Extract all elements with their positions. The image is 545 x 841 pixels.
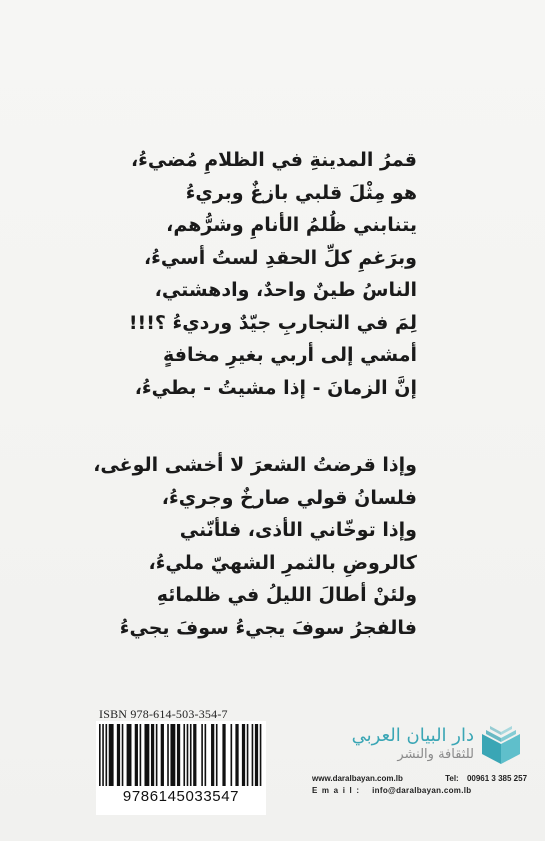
- barcode-bar: [151, 724, 154, 786]
- email-address: info@daralbayan.com.lb: [372, 786, 472, 795]
- poem-stanza-1: [77, 144, 417, 404]
- barcode-bar: [102, 724, 104, 786]
- publisher-email-line: [312, 786, 471, 795]
- verse-line: وإذا قرضتُ الشعرَ لا أخشى الوغى،: [93, 454, 417, 476]
- verse-line: قمرُ المدينةِ في الظلامِ مُضيءُ،: [130, 149, 417, 171]
- barcode-bar: [190, 724, 192, 786]
- verse-line: لِمَ في التجاربِ جيّدٌ ورديءُ ؟!!!: [128, 311, 417, 334]
- poem-stanza-2: [77, 449, 417, 644]
- barcode: [96, 721, 266, 815]
- open-book-logo-icon: [478, 724, 524, 768]
- barcode-bar: [144, 724, 149, 786]
- barcode-bar: [106, 724, 108, 786]
- barcode-bar: [252, 724, 254, 786]
- barcode-bar: [260, 724, 262, 786]
- barcode-bar: [247, 724, 249, 786]
- publisher-name: دار البيان العربي: [351, 725, 474, 746]
- barcode-bar: [135, 724, 138, 786]
- verse-line: وإذا توخّاني الأذى، فلأنّني: [179, 519, 417, 541]
- barcode-bar: [177, 724, 180, 786]
- barcode-bar: [235, 724, 238, 786]
- barcode-bar: [156, 724, 158, 786]
- verse-line: إنَّ الزمانَ - إذا مشيتُ - بطيءُ،: [134, 376, 417, 399]
- barcode-bar: [216, 724, 218, 786]
- verse-line: الناسُ طينٌ واحدٌ، وادهشتي،: [154, 279, 417, 301]
- phone-label: Tel:: [445, 774, 459, 783]
- barcode-bar: [242, 724, 245, 786]
- barcode-bar: [122, 724, 124, 786]
- email-label: Email:: [312, 786, 364, 795]
- barcode-bar: [140, 724, 142, 786]
- publisher-website: www.daralbayan.com.lb: [312, 774, 403, 783]
- verse-line: أمشي إلى أربي بغيرِ مخافةٍ: [163, 344, 417, 366]
- barcode-bar: [127, 724, 132, 786]
- barcode-bar: [222, 724, 225, 786]
- publisher-web-line: [312, 774, 527, 783]
- barcode-bar: [255, 724, 258, 786]
- barcode-bar: [211, 724, 214, 786]
- barcode-bar: [201, 724, 203, 786]
- barcode-bars: [99, 724, 263, 788]
- barcode-bar: [167, 724, 169, 786]
- barcode-bar: [117, 724, 120, 786]
- verse-line: وبرَغمِ كلِّ الحقدِ لستُ أسيءُ،: [143, 246, 417, 269]
- barcode-bar: [231, 724, 233, 786]
- verse-line: فلسانُ قولي صارخٌ وجريءُ،: [161, 486, 417, 509]
- verse-line: فالفجرُ سوفَ يجيءُ سوفَ يجيءُ: [119, 616, 417, 639]
- barcode-bar: [205, 724, 207, 786]
- verse-line: هو مِثْلَ قلبي بازغٌ وبريءُ: [185, 181, 417, 204]
- verse-line: ولئنْ أطالَ الليلُ في ظلمائهِ: [156, 584, 417, 606]
- verse-line: كالروضِ بالثمرِ الشهيّ مليءُ،: [148, 551, 417, 574]
- isbn-label: ISBN 978-614-503-354-7: [99, 707, 228, 721]
- phone-number: 00961 3 385 257: [466, 774, 528, 783]
- barcode-bar: [187, 724, 189, 786]
- barcode-digits: 9786145033547: [122, 788, 240, 805]
- barcode-bar: [170, 724, 175, 786]
- publisher-tagline: للثقافة والنشر: [397, 747, 474, 762]
- verse-line: يتنابني ظُلمُ الأنامِ وشرُّهم،: [166, 214, 417, 236]
- barcode-bar: [183, 724, 185, 786]
- barcode-bar: [99, 724, 101, 786]
- barcode-bar: [161, 724, 164, 786]
- barcode-bar: [193, 724, 196, 786]
- barcode-bar: [109, 724, 114, 786]
